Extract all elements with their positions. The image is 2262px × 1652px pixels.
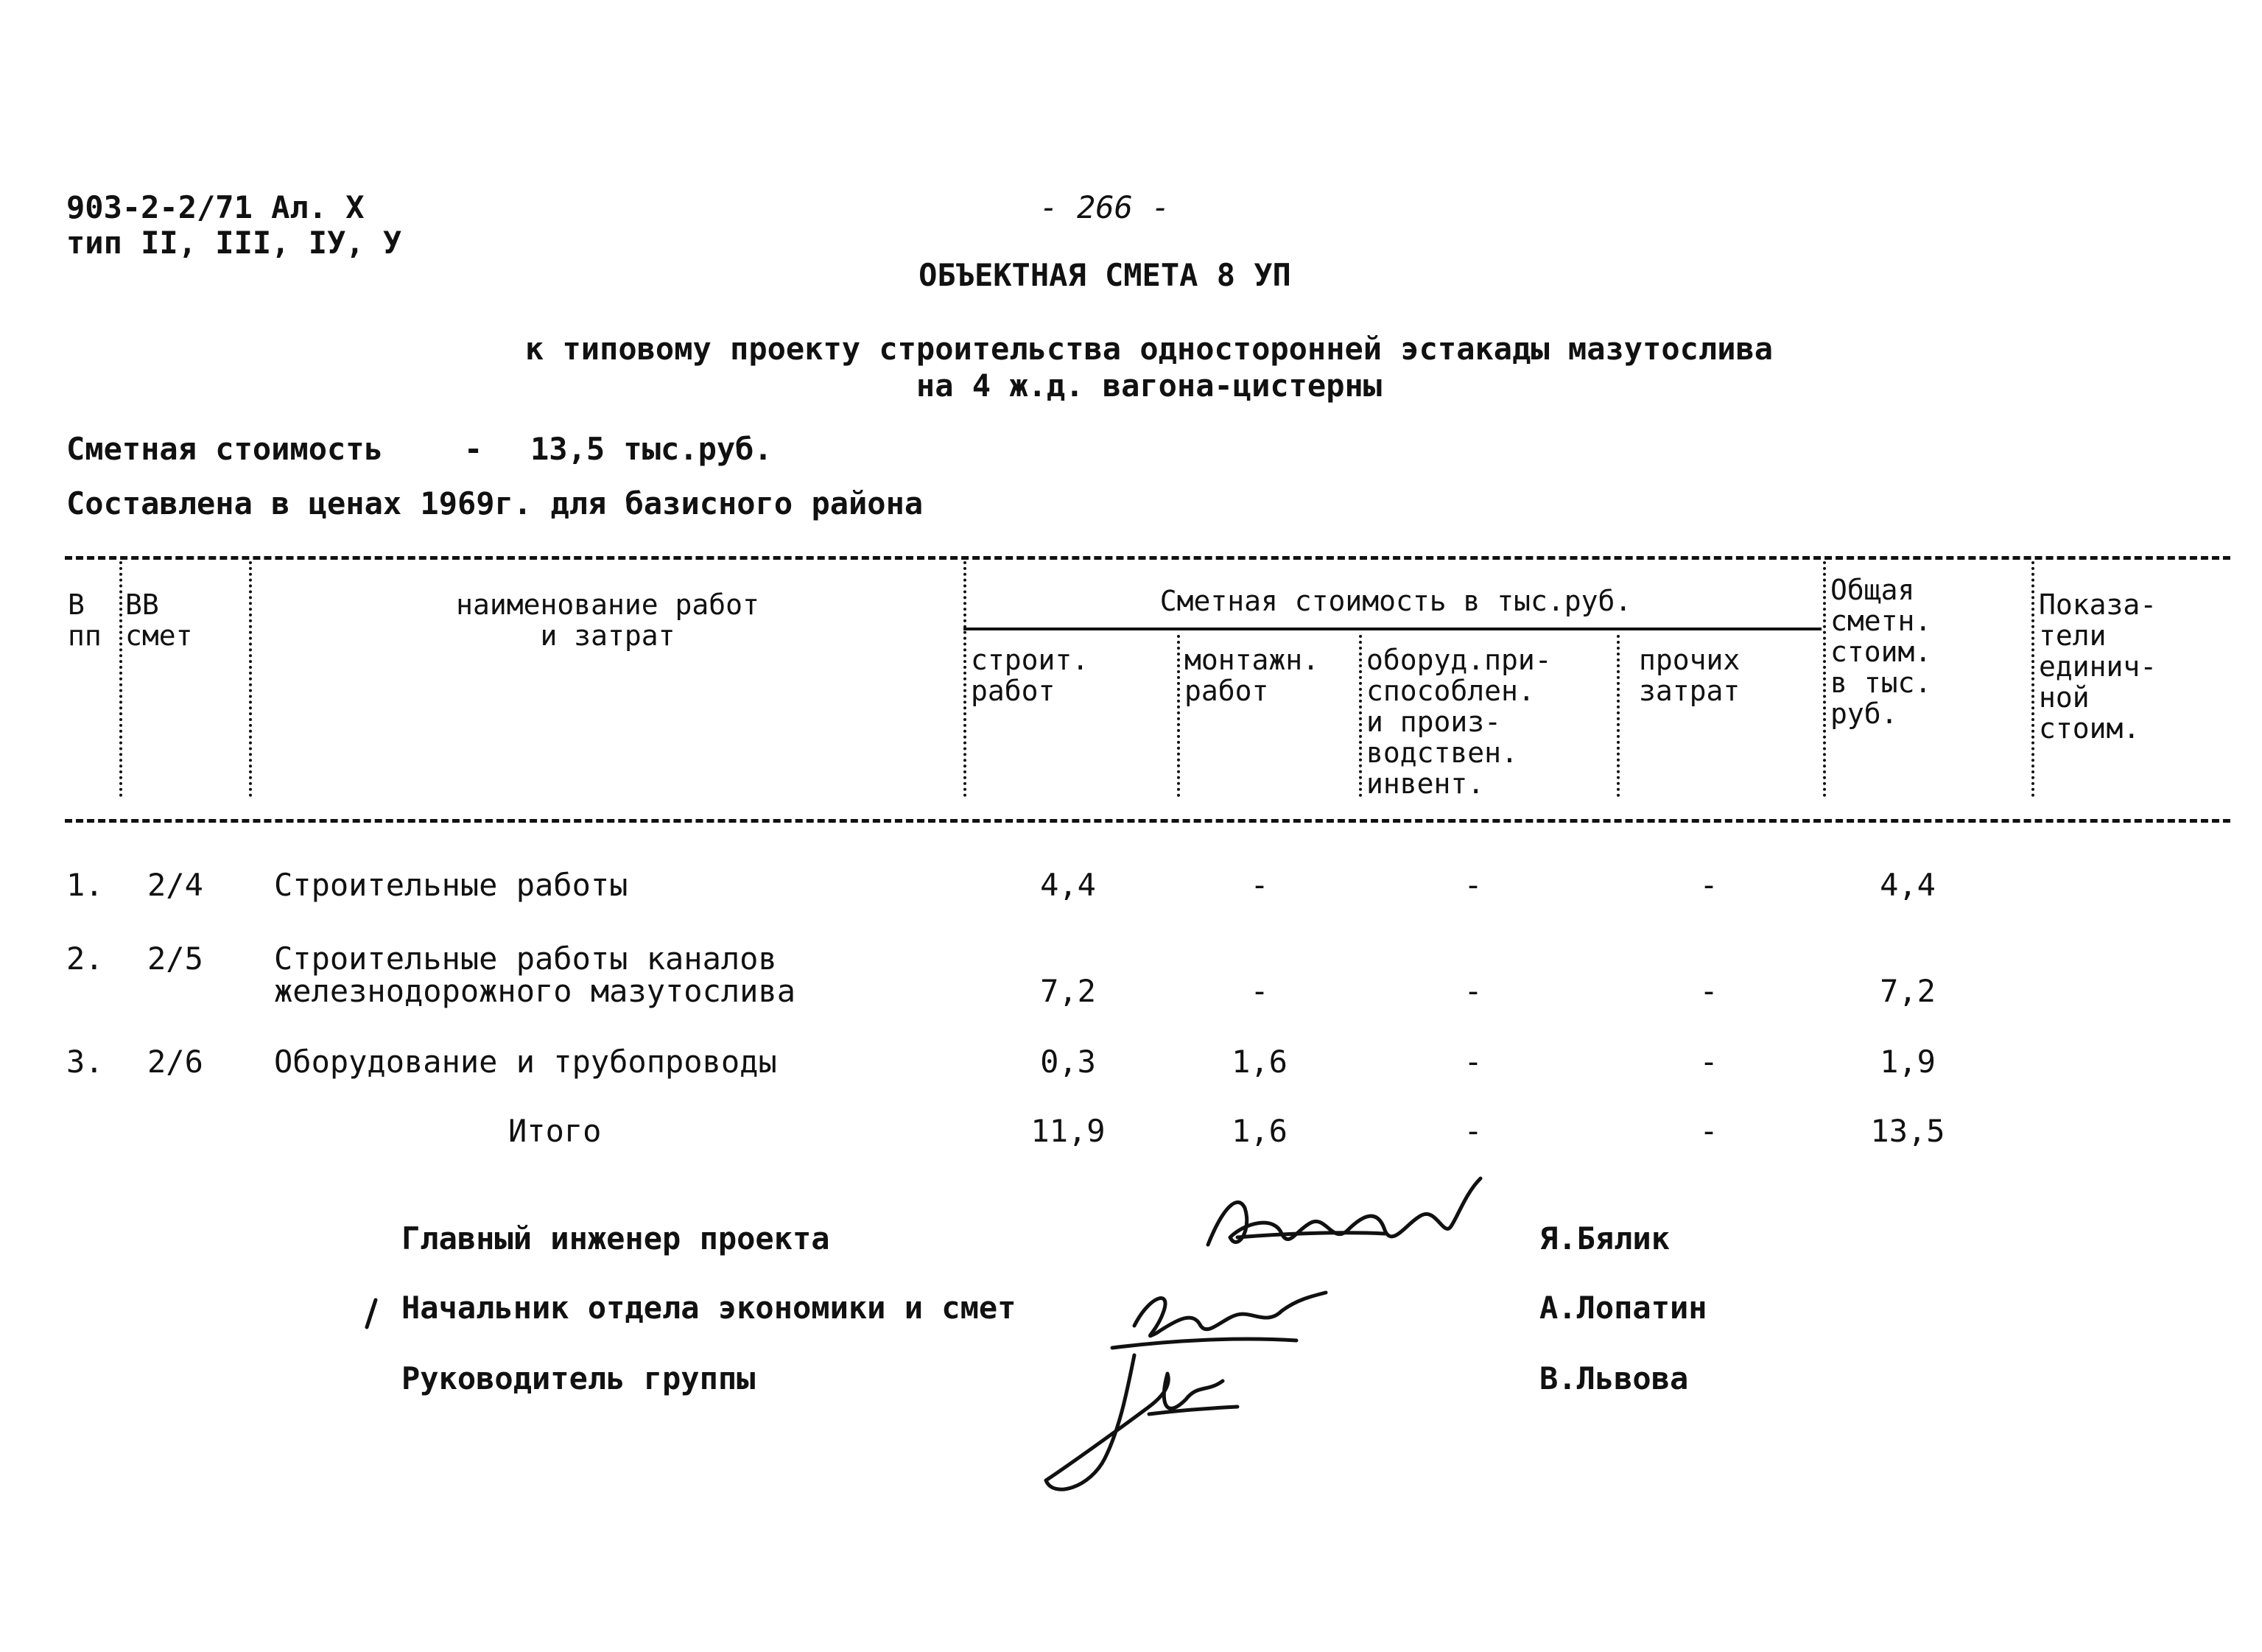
document-type: тип II, III, IУ, У [66,225,402,261]
total-construction: 11,9 [1030,1113,1106,1149]
total-sum: 13,5 [1870,1113,1945,1149]
header-other: прочих затрат [1639,644,1741,707]
header-unit: Показа- тели единич- ной стоим. [2039,588,2157,745]
subtitle-line-2: на 4 ж.д. вагона-цистерны [916,368,1383,404]
row-num: 3. [66,1044,104,1080]
header-num: В пп [68,588,102,652]
row-installation: 1,6 [1232,1044,1288,1080]
row-installation: - [1250,867,1269,903]
row-name: Строительные работы [274,867,628,903]
cost-label: Сметная стоимость [66,431,383,467]
row-smeta: 2/4 [147,867,203,903]
total-equipment: - [1464,1113,1483,1149]
col-divider-2 [249,561,252,797]
row-smeta: 2/6 [147,1044,203,1080]
signature-title-group-leader: Руководитель группы [401,1360,756,1396]
handwritten-signature-3 [1039,1340,1274,1502]
row-equipment: - [1464,973,1483,1009]
signature-title-department-head: Начальник отдела экономики и смет [401,1290,1016,1326]
total-other: - [1699,1113,1718,1149]
cost-dash: - [464,431,483,467]
row-name: Строительные работы каналов [274,941,777,977]
header-name: наименование работ и затрат [456,588,759,652]
row-equipment: - [1464,867,1483,903]
row-num: 1. [66,867,104,903]
row-name: Оборудование и трубопроводы [274,1044,777,1080]
row-other: - [1699,973,1718,1009]
total-installation: 1,6 [1232,1113,1288,1149]
row-smeta: 2/5 [147,941,203,977]
row-other: - [1699,867,1718,903]
col-divider-1 [119,561,122,797]
table-top-rule [65,556,2230,560]
cost-value: 13,5 тыс.руб. [530,431,773,467]
col-divider-3 [963,561,966,797]
table-header-bottom-rule [65,819,2230,823]
col-divider-4 [1177,635,1180,797]
row-construction: 7,2 [1040,973,1096,1009]
row-total: 4,4 [1880,867,1936,903]
header-construction: строит. работ [971,644,1089,707]
col-divider-8 [2031,561,2034,797]
row-equipment: - [1464,1044,1483,1080]
col-divider-6 [1617,635,1620,797]
row-installation: - [1250,973,1269,1009]
row-other: - [1699,1044,1718,1080]
group-header-rule [963,628,1822,630]
header-smeta: ВВ смет [125,588,193,652]
prices-line: Составлена в ценах 1969г. для базисного района [66,485,924,521]
signature-name-department-head: А.Лопатин [1539,1290,1707,1326]
row-total: 1,9 [1880,1044,1936,1080]
row-name-continued: железнодорожного мазутослива [274,973,796,1009]
row-construction: 4,4 [1040,867,1096,903]
col-divider-7 [1823,561,1826,797]
row-total: 7,2 [1880,973,1936,1009]
subtitle-line-1: к типовому проекту строительства односторонней эстакады мазутослива [524,331,1774,367]
total-label: Итого [508,1113,602,1149]
row-construction: 0,3 [1040,1044,1096,1080]
signature-title-chief-engineer: Главный инженер проекта [401,1220,830,1256]
header-equipment: оборуд.при- способлен. и произ- водствен. инвент. [1366,644,1552,800]
row-num: 2. [66,941,104,977]
page-number: - 266 - [1039,189,1170,225]
page-title: ОБЪЕКТНАЯ СМЕТА 8 УП [919,257,1291,293]
col-divider-5 [1359,635,1362,797]
header-group: Сметная стоимость в тыс.руб. [1159,585,1632,617]
signature-name-chief-engineer: Я.Бялик [1539,1220,1671,1256]
document-code: 903-2-2/71 Ал. X [66,189,365,225]
margin-pen-mark [361,1296,383,1333]
header-total: Общая сметн. стоим. в тыс. руб. [1830,574,1932,730]
signature-name-group-leader: В.Львова [1539,1360,1689,1396]
header-installation: монтажн. работ [1184,644,1320,707]
